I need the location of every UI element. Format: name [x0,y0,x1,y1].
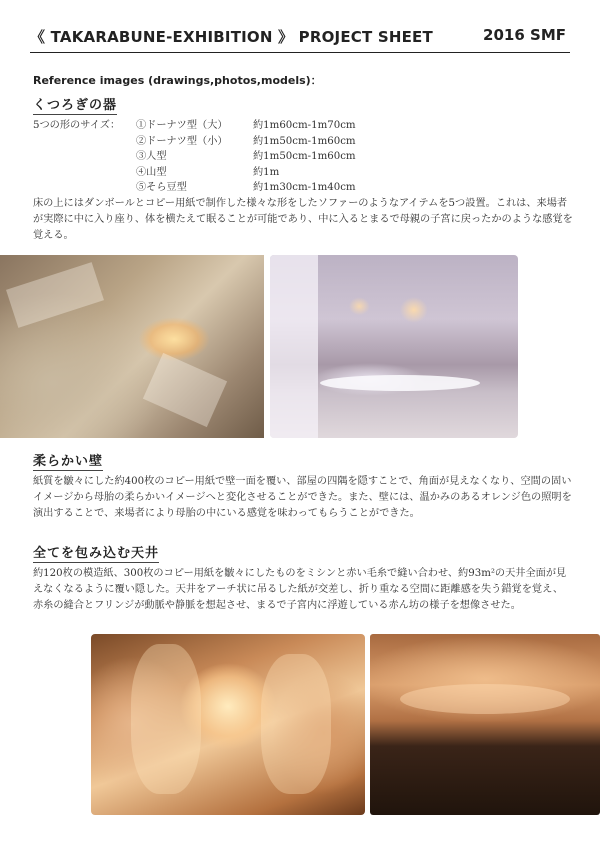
photo-paper-cave-lit [0,255,264,438]
size-value: 約1m50cm-1m60cm [253,151,356,162]
section-title-soft-wall: 柔らかい壁 [33,450,103,471]
size-name: ④山型 [136,166,167,178]
size-name: ⑤そら豆型 [136,182,187,193]
page-year: 2016 SMF [483,26,566,44]
section1-paragraph: 床の上にはダンボールとコピー用紙で制作した様々な形をしたソファーのようなアイテムを5つ設置。これは、来場者が実際に中に入り座り、体を横たえて眠ることが可能であり、中に入るとまるで母親の子宮に戻ったかのような感覚を覚える。 [33,198,573,241]
size-name: ②ドーナツ型（小） [136,135,228,147]
size-value: 約1m50cm-1m60cm [253,135,356,147]
size-value: 約1m [253,166,280,178]
page-header [30,24,570,53]
section2-paragraph: 紙質を皺々にした約400枚のコピー用紙で壁一面を覆い、部屋の四隅を隠すことで、角面が見えなくなり、空間の固いイメージから母胎の柔らかいイメージへと変化させることができた。また、壁には、温かみのあるオレンジ色の照明を演出することで、来場者により母胎の中にいる感覚を味わってもらうことができた。 [33,476,572,519]
section3-paragraph: 約120枚の模造紙、300枚のコピー用紙を皺々にしたものをミシンと赤い毛糸で縫い合わせ、約93m²の天井全面が見えなくなるように覆い隠した。天井をアーチ状に吊るした紙が交差し、折り重なる空間に距離感を失う錯覚を覚え、赤糸の縫合とフリンジが動脈や静脈を想起させ、まるで子宮内に浮遊している赤ん坊の様子を想像させた。 [33,568,567,611]
size-value: 約1m60cm-1m70cm [253,120,356,131]
size-name: ①ドーナツ型（大） [136,120,228,131]
sizes-label: 5つの形のサイズ： [33,120,121,131]
size-name: ③人型 [136,151,167,162]
photo-room-with-sofa [270,255,518,438]
size-value: 約1m30cm-1m40cm [253,182,356,193]
reference-heading: Reference images (drawings,photos,models)： [33,74,322,87]
page-title: 《 TAKARABUNE-EXHIBITION 》 PROJECT SHEET [30,28,433,46]
section-title-ceiling: 全てを包み込む天井 [33,542,159,563]
section-title-vessel: くつろぎの器 [33,94,117,115]
photo-lit-paper-arches [91,634,365,815]
photo-paper-ceiling [370,634,600,815]
